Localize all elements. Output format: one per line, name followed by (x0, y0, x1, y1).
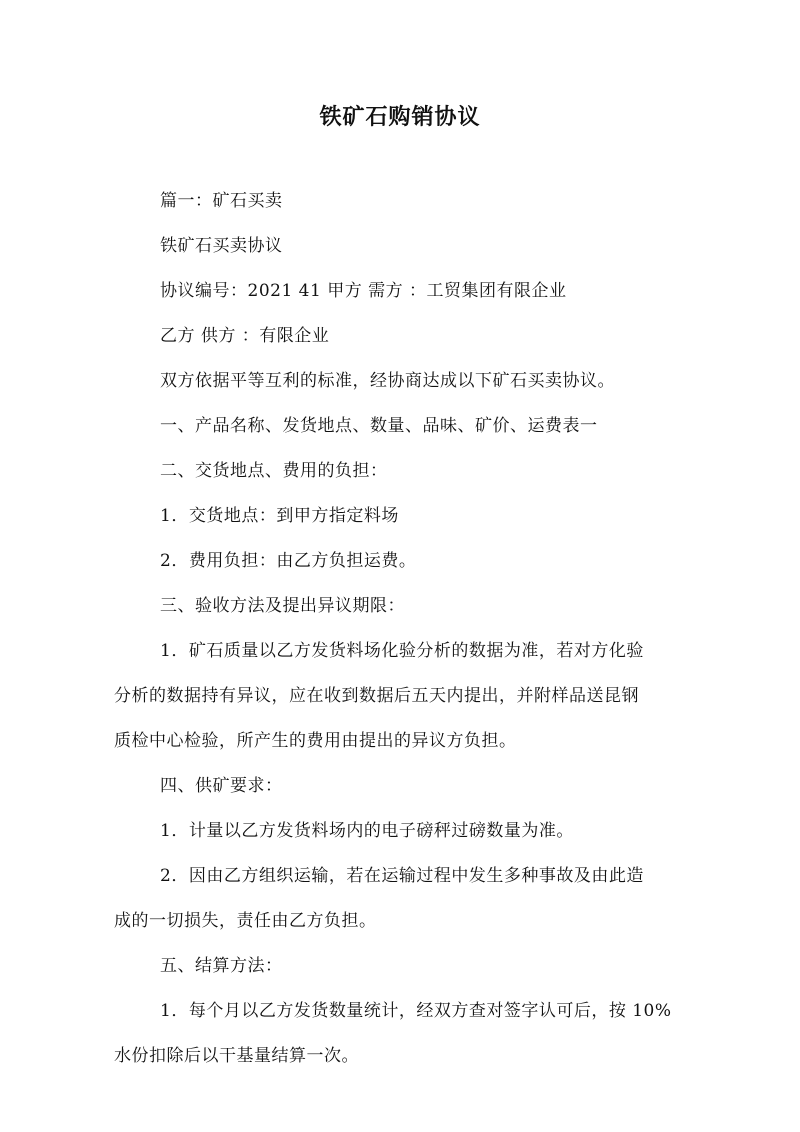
clause-item-continued: 分析的数据持有异议，应在收到数据后五天内提出，并附样品送昆钢 (114, 686, 639, 706)
party-b: 乙方 供方 ：有限企业 (160, 326, 330, 346)
clause-item-continued: 成的一切损失，责任由乙方负担。 (114, 911, 377, 931)
clause-item: 2．因由乙方组织运输，若在运输过程中发生多种事故及由此造 (160, 866, 644, 886)
clause-heading-2: 二、交货地点、费用的负担： (160, 461, 388, 481)
clause-item: 2．费用负担：由乙方负担运费。 (160, 551, 417, 571)
clause-item: 1．交货地点：到甲方指定料场 (160, 506, 399, 526)
clause-item-continued: 质检中心检验，所产生的费用由提出的异议方负担。 (114, 731, 517, 751)
clause-item: 1．每个月以乙方发货数量统计，经双方查对签字认可后，按 10% (160, 1001, 672, 1021)
section-heading: 篇一：矿石买卖 (160, 191, 283, 211)
clause-item: 1．矿石质量以乙方发货料场化验分析的数据为准，若对方化验 (160, 641, 644, 661)
agreement-name: 铁矿石买卖协议 (160, 236, 283, 256)
document-title: 铁矿石购销协议 (319, 104, 481, 130)
clause-heading-4: 四、供矿要求： (160, 776, 283, 796)
clause-heading-5: 五、结算方法： (160, 956, 283, 976)
clause-item-continued: 水份扣除后以干基量结算一次。 (114, 1046, 359, 1066)
paragraph: 双方依据平等互利的标准，经协商达成以下矿石买卖协议。 (160, 371, 615, 391)
agreement-number-party-a: 协议编号：2021 41 甲方 需方 ：工贸集团有限企业 (160, 281, 567, 301)
clause-item: 1．计量以乙方发货料场内的电子磅秤过磅数量为准。 (160, 821, 574, 841)
clause-heading-3: 三、验收方法及提出异议期限： (160, 596, 405, 616)
clause-heading-1: 一、产品名称、发货地点、数量、品味、矿价、运费表一 (160, 416, 598, 436)
